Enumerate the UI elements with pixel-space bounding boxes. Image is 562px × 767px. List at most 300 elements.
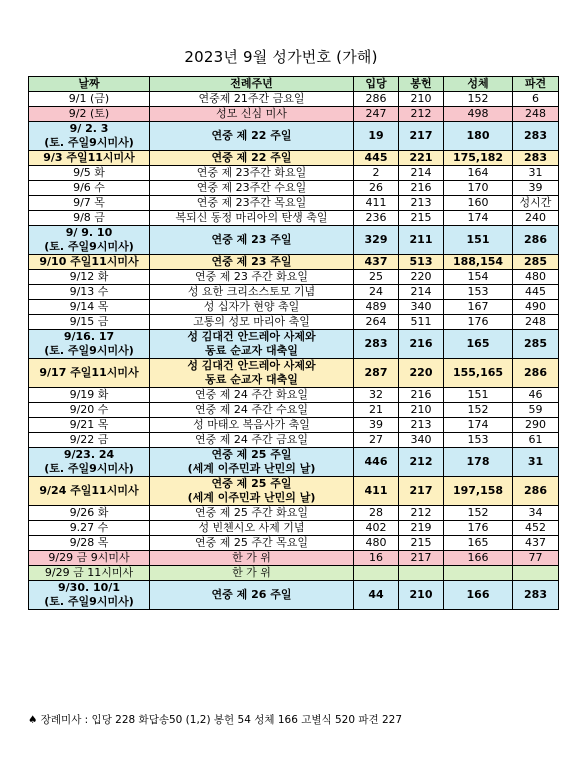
cell-liturgy-text: 연중 제 25 주간 화요일 [195, 506, 308, 519]
cell-communion [444, 521, 513, 536]
cell-offertory-text: 214 [410, 166, 432, 179]
cell-liturgy [150, 166, 354, 181]
cell-dismissal [513, 300, 559, 315]
cell-liturgy-text: 성 김대건 안드레아 사제와 [187, 359, 316, 372]
cell-communion [444, 151, 513, 166]
cell-dismissal [513, 566, 559, 581]
table-row [29, 196, 559, 211]
cell-dismissal [513, 388, 559, 403]
table-row [29, 477, 559, 506]
cell-liturgy-text: 연중 제 23 주일 [211, 255, 292, 268]
cell-offertory-text: 213 [410, 196, 432, 209]
cell-offertory [399, 315, 444, 330]
header-dismissal: 파견 [513, 77, 559, 92]
cell-entrance [354, 92, 399, 107]
cell-dismissal-text: 283 [524, 588, 547, 601]
cell-liturgy-text: 동료 순교자 대축일 [205, 373, 298, 386]
cell-date-text: 9/19 화 [69, 388, 109, 401]
table-row [29, 226, 559, 255]
cell-liturgy-text: 성 십자가 현양 축일 [203, 300, 300, 313]
cell-offertory-text: 211 [409, 233, 433, 246]
cell-entrance-text: 44 [368, 588, 384, 601]
cell-entrance-text: 283 [364, 337, 388, 350]
cell-dismissal-text: 성시간 [519, 196, 552, 209]
cell-offertory-text: 513 [409, 255, 433, 268]
cell-offertory [399, 181, 444, 196]
cell-dismissal-text: 31 [528, 166, 543, 179]
cell-liturgy [150, 359, 354, 388]
cell-communion-text: 165 [466, 337, 490, 350]
cell-date-text: 9/26 화 [69, 506, 109, 519]
cell-dismissal-text: 480 [525, 270, 546, 283]
table-row [29, 506, 559, 521]
cell-liturgy-text: 성 빈첸시오 사제 기념 [198, 521, 305, 534]
cell-liturgy-text: 연중 제 23주간 화요일 [196, 166, 307, 179]
table-row [29, 181, 559, 196]
cell-liturgy-text: 한 가 위 [232, 551, 271, 564]
cell-communion-text: 151 [466, 233, 490, 246]
cell-communion-text: 166 [467, 551, 489, 564]
cell-entrance-text: 19 [368, 129, 384, 142]
cell-communion-text: 152 [467, 92, 489, 105]
cell-entrance [354, 151, 399, 166]
cell-liturgy-text: 복되신 동정 마리아의 탄생 축일 [175, 211, 328, 224]
cell-offertory [399, 226, 444, 255]
cell-date-text: 9/16. 17 [63, 330, 115, 343]
cell-dismissal-text: 61 [528, 433, 543, 446]
cell-communion-text: 176 [467, 315, 489, 328]
cell-entrance-text: 329 [364, 233, 388, 246]
cell-date [29, 433, 150, 448]
cell-offertory [399, 506, 444, 521]
cell-liturgy-text: 연중 제 24 주간 수요일 [195, 403, 308, 416]
cell-offertory [399, 151, 444, 166]
cell-communion-text: 160 [467, 196, 489, 209]
cell-entrance-text: 445 [364, 151, 388, 164]
cell-liturgy [150, 388, 354, 403]
cell-offertory-text: 210 [410, 92, 432, 105]
cell-date [29, 359, 150, 388]
cell-dismissal [513, 122, 559, 151]
table-row [29, 107, 559, 122]
cell-dismissal-text: 285 [524, 337, 547, 350]
cell-offertory-text: 219 [410, 521, 432, 534]
cell-date [29, 92, 150, 107]
cell-liturgy [150, 506, 354, 521]
cell-entrance-text: 411 [364, 484, 388, 497]
cell-offertory [399, 330, 444, 359]
cell-offertory [399, 388, 444, 403]
cell-entrance [354, 506, 399, 521]
cell-communion [444, 433, 513, 448]
cell-entrance-text: 32 [369, 388, 383, 401]
table-row [29, 521, 559, 536]
cell-dismissal [513, 433, 559, 448]
cell-communion [444, 166, 513, 181]
cell-liturgy [150, 566, 354, 581]
cell-communion [444, 506, 513, 521]
cell-communion-text: 170 [467, 181, 489, 194]
cell-offertory [399, 196, 444, 211]
cell-liturgy-text: (세계 이주민과 난민의 날) [187, 491, 316, 504]
cell-dismissal [513, 506, 559, 521]
cell-liturgy [150, 107, 354, 122]
cell-date-text: 9/ 9. 10 [65, 226, 113, 239]
table-row [29, 122, 559, 151]
cell-dismissal-text: 445 [525, 285, 546, 298]
cell-offertory [399, 477, 444, 506]
table-row [29, 566, 559, 581]
cell-communion [444, 181, 513, 196]
cell-liturgy [150, 448, 354, 477]
cell-liturgy-text: 연중 제 26 주일 [211, 588, 292, 601]
cell-date-text: 9/12 화 [69, 270, 109, 283]
cell-dismissal-text: 240 [525, 211, 546, 224]
cell-communion-text: 498 [467, 107, 489, 120]
cell-date [29, 536, 150, 551]
cell-entrance-text: 286 [365, 92, 387, 105]
cell-dismissal [513, 536, 559, 551]
cell-offertory [399, 403, 444, 418]
cell-dismissal [513, 330, 559, 359]
cell-offertory [399, 285, 444, 300]
cell-entrance-text: 480 [365, 536, 387, 549]
cell-offertory-text: 216 [410, 388, 432, 401]
cell-communion-text: 166 [466, 588, 490, 601]
cell-liturgy-text: 연중 제 24 주간 화요일 [195, 388, 308, 401]
cell-dismissal-text: 437 [525, 536, 546, 549]
cell-dismissal [513, 521, 559, 536]
cell-liturgy-text: 연중 제 23주간 수요일 [196, 181, 307, 194]
cell-liturgy [150, 285, 354, 300]
cell-entrance [354, 388, 399, 403]
cell-liturgy-text: 연중 제 23 주일 [211, 233, 292, 246]
cell-liturgy [150, 521, 354, 536]
table-body [29, 92, 559, 610]
cell-date-text: 9/14 목 [69, 300, 109, 313]
table-row [29, 300, 559, 315]
cell-entrance-text: 489 [365, 300, 387, 313]
cell-date-text: (토. 주일9시미사) [44, 136, 134, 149]
cell-date [29, 122, 150, 151]
cell-date-text: 9/20 수 [69, 403, 109, 416]
cell-liturgy [150, 418, 354, 433]
cell-entrance-text: 247 [365, 107, 387, 120]
cell-date [29, 107, 150, 122]
cell-dismissal-text: 290 [525, 418, 546, 431]
cell-communion [444, 300, 513, 315]
cell-entrance-text: 446 [364, 455, 388, 468]
cell-offertory-text: 212 [410, 506, 432, 519]
cell-entrance [354, 255, 399, 270]
cell-dismissal-text: 6 [532, 92, 539, 105]
cell-liturgy-text: 연중제 21주간 금요일 [198, 92, 305, 105]
cell-offertory-text: 216 [409, 337, 433, 350]
cell-dismissal-text: 283 [524, 129, 547, 142]
cell-dismissal-text: 248 [525, 107, 546, 120]
cell-communion [444, 536, 513, 551]
cell-communion-text: 178 [466, 455, 490, 468]
cell-date [29, 448, 150, 477]
cell-offertory-text: 215 [410, 211, 432, 224]
cell-entrance [354, 270, 399, 285]
cell-liturgy-text: 연중 제 25 주일 [211, 477, 292, 490]
funeral-mass-text: 장례미사 : 입당 228 화답송50 (1,2) 봉헌 54 성체 166 고별식 520 파견 227 [40, 714, 403, 726]
cell-entrance [354, 226, 399, 255]
funeral-mass-note [28, 712, 558, 727]
cell-entrance [354, 181, 399, 196]
cell-communion [444, 211, 513, 226]
cell-entrance-text: 264 [365, 315, 387, 328]
cell-entrance-text: 28 [369, 506, 383, 519]
cell-date [29, 477, 150, 506]
cell-offertory [399, 521, 444, 536]
cell-communion-text: 188,154 [452, 255, 504, 268]
cell-date-text: 9/21 목 [69, 418, 109, 431]
cell-dismissal-text: 490 [525, 300, 546, 313]
cell-communion-text: 165 [467, 536, 489, 549]
cell-offertory [399, 211, 444, 226]
cell-liturgy [150, 181, 354, 196]
page-title: 2023년 9월 성가번호 (가해) [184, 48, 378, 66]
cell-communion-text: 175,182 [452, 151, 504, 164]
cell-date-text: 9/24 주일11시미사 [39, 484, 139, 497]
cell-communion-text: 152 [467, 506, 489, 519]
cell-date-text: (토. 주일9시미사) [44, 240, 134, 253]
cell-entrance [354, 315, 399, 330]
cell-communion [444, 92, 513, 107]
cell-dismissal [513, 285, 559, 300]
cell-offertory [399, 536, 444, 551]
table-row [29, 330, 559, 359]
cell-liturgy-text: 연중 제 23주간 목요일 [196, 196, 307, 209]
cell-entrance [354, 521, 399, 536]
cell-offertory-text: 221 [409, 151, 433, 164]
cell-dismissal-text: 77 [528, 551, 543, 564]
cell-dismissal [513, 196, 559, 211]
cell-communion [444, 418, 513, 433]
cell-dismissal-text: 286 [524, 484, 547, 497]
table-row [29, 551, 559, 566]
cell-entrance [354, 566, 399, 581]
cell-communion-text: 197,158 [452, 484, 504, 497]
cell-entrance-text: 287 [364, 366, 388, 379]
cell-date-text: (토. 주일9시미사) [44, 595, 134, 608]
cell-date [29, 181, 150, 196]
cell-dismissal [513, 151, 559, 166]
cell-liturgy [150, 226, 354, 255]
cell-communion [444, 359, 513, 388]
cell-offertory [399, 255, 444, 270]
cell-date [29, 521, 150, 536]
table-row [29, 315, 559, 330]
header-date: 날짜 [29, 77, 150, 92]
cell-entrance [354, 403, 399, 418]
cell-entrance [354, 448, 399, 477]
cell-offertory-text: 217 [409, 484, 433, 497]
cell-date-text: 9/3 주일11시미사 [43, 151, 135, 164]
cell-date [29, 300, 150, 315]
cell-communion-text: 153 [467, 433, 489, 446]
cell-date [29, 315, 150, 330]
cell-entrance [354, 433, 399, 448]
cell-communion-text: 167 [467, 300, 489, 313]
hymn-table [28, 76, 559, 610]
cell-offertory [399, 300, 444, 315]
cell-communion-text: 174 [467, 211, 489, 224]
cell-entrance-text: 21 [369, 403, 383, 416]
cell-liturgy-text: (세계 이주민과 난민의 날) [187, 462, 316, 475]
cell-offertory-text: 213 [410, 418, 432, 431]
cell-dismissal [513, 255, 559, 270]
cell-liturgy [150, 196, 354, 211]
cell-communion [444, 315, 513, 330]
cell-offertory-text: 340 [410, 433, 432, 446]
cell-communion-text: 174 [467, 418, 489, 431]
table-row [29, 92, 559, 107]
cell-date-text: 9/17 주일11시미사 [39, 366, 139, 379]
cell-entrance [354, 359, 399, 388]
cell-offertory-text: 217 [409, 129, 433, 142]
cell-entrance-text: 27 [369, 433, 383, 446]
cell-entrance-text: 25 [369, 270, 383, 283]
cell-dismissal-text: 39 [528, 181, 543, 194]
cell-communion [444, 107, 513, 122]
cell-dismissal-text: 248 [525, 315, 546, 328]
cell-entrance-text: 26 [369, 181, 383, 194]
cell-entrance [354, 418, 399, 433]
cell-communion [444, 270, 513, 285]
cell-dismissal [513, 166, 559, 181]
cell-entrance [354, 551, 399, 566]
cell-entrance-text: 437 [364, 255, 388, 268]
cell-dismissal [513, 181, 559, 196]
cell-offertory [399, 166, 444, 181]
cell-date-text: 9/6 수 [73, 181, 105, 194]
cell-date-text: 9/10 주일11시미사 [39, 255, 139, 268]
cell-offertory [399, 551, 444, 566]
cell-entrance [354, 285, 399, 300]
cell-date [29, 551, 150, 566]
cell-date [29, 403, 150, 418]
cell-offertory [399, 107, 444, 122]
table-row [29, 403, 559, 418]
cell-entrance-text: 39 [369, 418, 383, 431]
cell-date-text: 9/13 수 [69, 285, 109, 298]
cell-date-text: 9/29 금 9시미사 [48, 551, 130, 564]
cell-liturgy-text: 동료 순교자 대축일 [205, 344, 298, 357]
cell-offertory-text: 220 [410, 270, 432, 283]
cell-offertory [399, 359, 444, 388]
cell-liturgy-text: 성모 신심 미사 [216, 107, 287, 120]
cell-entrance [354, 581, 399, 610]
cell-liturgy [150, 270, 354, 285]
cell-dismissal-text: 59 [528, 403, 543, 416]
cell-dismissal-text: 286 [524, 366, 547, 379]
cell-communion [444, 226, 513, 255]
cell-date-text: 9/ 2. 3 [69, 122, 109, 135]
cell-date [29, 211, 150, 226]
cell-date [29, 388, 150, 403]
cell-date [29, 566, 150, 581]
cell-entrance-text: 16 [369, 551, 383, 564]
cell-communion [444, 551, 513, 566]
cell-dismissal [513, 403, 559, 418]
cell-entrance [354, 211, 399, 226]
cell-communion [444, 122, 513, 151]
table-row [29, 285, 559, 300]
cell-offertory [399, 270, 444, 285]
cell-date-text: 9/7 목 [73, 196, 105, 209]
cell-liturgy-text: 성 김대건 안드레아 사제와 [187, 330, 316, 343]
cell-liturgy [150, 330, 354, 359]
cell-date-text: 9.27 수 [69, 521, 109, 534]
cell-dismissal-text: 285 [524, 255, 547, 268]
cell-date-text: 9/30. 10/1 [58, 581, 120, 594]
cell-dismissal [513, 477, 559, 506]
cell-communion-text: 153 [467, 285, 489, 298]
cell-offertory-text: 210 [409, 588, 433, 601]
cell-offertory [399, 448, 444, 477]
cell-dismissal-text: 286 [524, 233, 547, 246]
table-row [29, 166, 559, 181]
cell-date [29, 196, 150, 211]
cell-date-text: 9/23. 24 [63, 448, 115, 461]
cell-liturgy-text: 성 요한 크리소스토모 기념 [187, 285, 316, 298]
cell-entrance-text: 24 [369, 285, 383, 298]
cell-liturgy-text: 성 마태오 복음사가 축일 [193, 418, 310, 431]
cell-entrance [354, 196, 399, 211]
cell-dismissal [513, 359, 559, 388]
table-row [29, 536, 559, 551]
cell-date [29, 226, 150, 255]
cell-liturgy [150, 315, 354, 330]
cell-entrance [354, 166, 399, 181]
cell-date-text: 9/15 금 [69, 315, 109, 328]
cell-dismissal [513, 226, 559, 255]
cell-offertory-text: 215 [410, 536, 432, 549]
cell-date-text: 9/28 목 [69, 536, 109, 549]
cell-liturgy-text: 고통의 성모 마리아 축일 [193, 315, 310, 328]
cell-date-text: 9/22 금 [69, 433, 109, 446]
cell-offertory-text: 212 [410, 107, 432, 120]
cell-communion-text: 164 [467, 166, 489, 179]
cell-offertory-text: 217 [410, 551, 432, 564]
cell-date [29, 418, 150, 433]
cell-entrance [354, 300, 399, 315]
cell-dismissal [513, 551, 559, 566]
cell-liturgy [150, 433, 354, 448]
cell-dismissal-text: 34 [528, 506, 543, 519]
header-entrance: 입당 [354, 77, 399, 92]
cell-liturgy-text: 연중 제 22 주일 [211, 129, 292, 142]
cell-offertory [399, 92, 444, 107]
table-row [29, 418, 559, 433]
cell-liturgy-text: 연중 제 22 주일 [211, 151, 292, 164]
cell-entrance [354, 107, 399, 122]
table-row [29, 255, 559, 270]
cell-liturgy [150, 211, 354, 226]
cell-communion [444, 388, 513, 403]
cell-liturgy [150, 92, 354, 107]
cell-offertory [399, 566, 444, 581]
cell-offertory-text: 210 [410, 403, 432, 416]
header-row [29, 77, 559, 92]
cell-entrance-text: 236 [365, 211, 387, 224]
cell-communion-text: 176 [467, 521, 489, 534]
cell-dismissal [513, 418, 559, 433]
cell-dismissal-text: 31 [527, 455, 544, 468]
